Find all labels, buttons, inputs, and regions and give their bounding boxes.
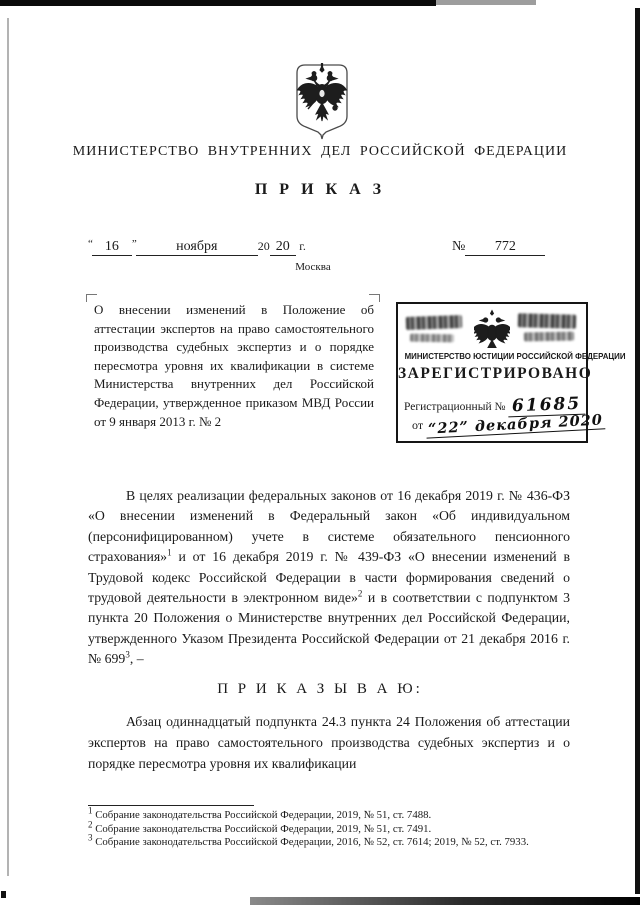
stamp-smudge-right [518,313,576,329]
footnote-3 [88,832,593,850]
date-month: ноября [136,238,258,256]
stamp-registered-label: ЗАРЕГИСТРИРОВАНО [398,365,593,382]
city-label: Москва [295,261,331,273]
p1-text-1: В целях реализации федеральных законов от 16 декабря 2019 г. № 436-ФЗ «О внесении изменений в Федеральный закон «Об индивидуальном (персонифицированном) учете в системе обязательного пенсионного страхования» [88,488,570,565]
scan-edge-bottom [250,897,640,905]
stamp-reg-number-handwritten: 61685 [508,394,586,418]
footnote-ref-3: 3 [125,649,130,660]
footnote-1-text: Собрание законодательства Российской Федерации, 2019, № 51, ст. 7488. [92,809,432,821]
stamp-reg-label: Регистрационный № [404,401,506,413]
stamp-date-label: от [412,418,424,432]
stamp-date-line [412,411,605,438]
coat-of-arms-icon [291,61,353,141]
date-year-suffix: г. [299,239,306,253]
scan-edge-bottom-tick [1,891,6,898]
footnote-1 [88,805,593,823]
footnote-2 [88,819,593,837]
registration-stamp [396,302,626,443]
body-paragraph-1 [88,486,570,670]
stamp-coat-of-arms-icon [474,308,510,348]
p1-text-2: и от 16 декабря 2019 г. № 439-ФЗ «О внесении изменений в Трудовой кодекс Российской Федерации в части формирования сведений о трудовой деятельности в электронном виде» [88,549,570,606]
resolve-heading: П Р И К А З Ы В А Ю: [217,681,423,697]
footnote-ref-2: 2 [357,588,363,599]
stamp-smudge-left-2 [410,334,454,343]
scan-edge-top [0,0,436,6]
footnote-3-num: 3 [88,832,93,843]
p1-text-3: и в соответствии с подпунктом 3 пункта 20 Положения о Министерстве внутренних дел Российской Федерации, утвержденного Указом Президента Российской Федерации от 21 декабря 2016 г. № 699 [88,590,570,667]
stamp-ministry-name: МИНИСТЕРСТВО ЮСТИЦИИ РОССИЙСКОЙ ФЕДЕРАЦИИ [404,351,626,361]
footnotes-block [88,805,593,850]
footnote-ref-1: 1 [167,547,172,558]
open-quote: “ [88,238,92,250]
date-day: 16 [92,238,132,256]
body-paragraph-2: Абзац одиннадцатый подпункта 24.3 пункта 24 Положения об аттестации экспертов на право самостоятельного производства судебных экспертиз и о порядке пересмотра уровня их квалификации [88,714,570,771]
number-label: № [452,239,466,254]
date-line [88,238,306,256]
order-subject: О внесении изменений в Положение об аттестации экспертов на право самостоятельного производства судебных экспертиз и о порядке пересмотра уровня их квалификации в системе Министерства внутренних дел Российской Федерации, утвержденное приказом МВД России от 9 января 2013 г. № 2 [94,302,374,429]
date-year: 20 [270,238,296,256]
footnote-separator [88,805,254,806]
document-type-title: П Р И К А З [254,181,386,198]
close-quote: ” [131,238,136,250]
order-number: 772 [465,238,545,256]
footnote-3-text: Собрание законодательства Российской Федерации, 2016, № 52, ст. 7614; 2019, № 52, ст. 7933. [92,836,529,849]
stamp-date-handwritten: “22” декабря 2020 [426,411,606,438]
footnote-1-num: 1 [88,805,93,816]
p1-text-4: , – [129,651,144,667]
ministry-name: МИНИСТЕРСТВО ВНУТРЕННИХ ДЕЛ РОССИЙСКОЙ ФЕДЕРАЦИИ [72,144,568,159]
scan-edge-top-grey [436,0,536,5]
footnote-2-text: Собрание законодательства Российской Федерации, 2019, № 51, ст. 7491. [92,822,432,835]
date-century: 20 [257,239,270,253]
scan-edge-right [635,8,640,894]
footnote-2-num: 2 [88,819,93,829]
order-number-group [452,238,545,256]
stamp-smudge-left [406,315,462,330]
stamp-smudge-right-2 [524,332,574,342]
